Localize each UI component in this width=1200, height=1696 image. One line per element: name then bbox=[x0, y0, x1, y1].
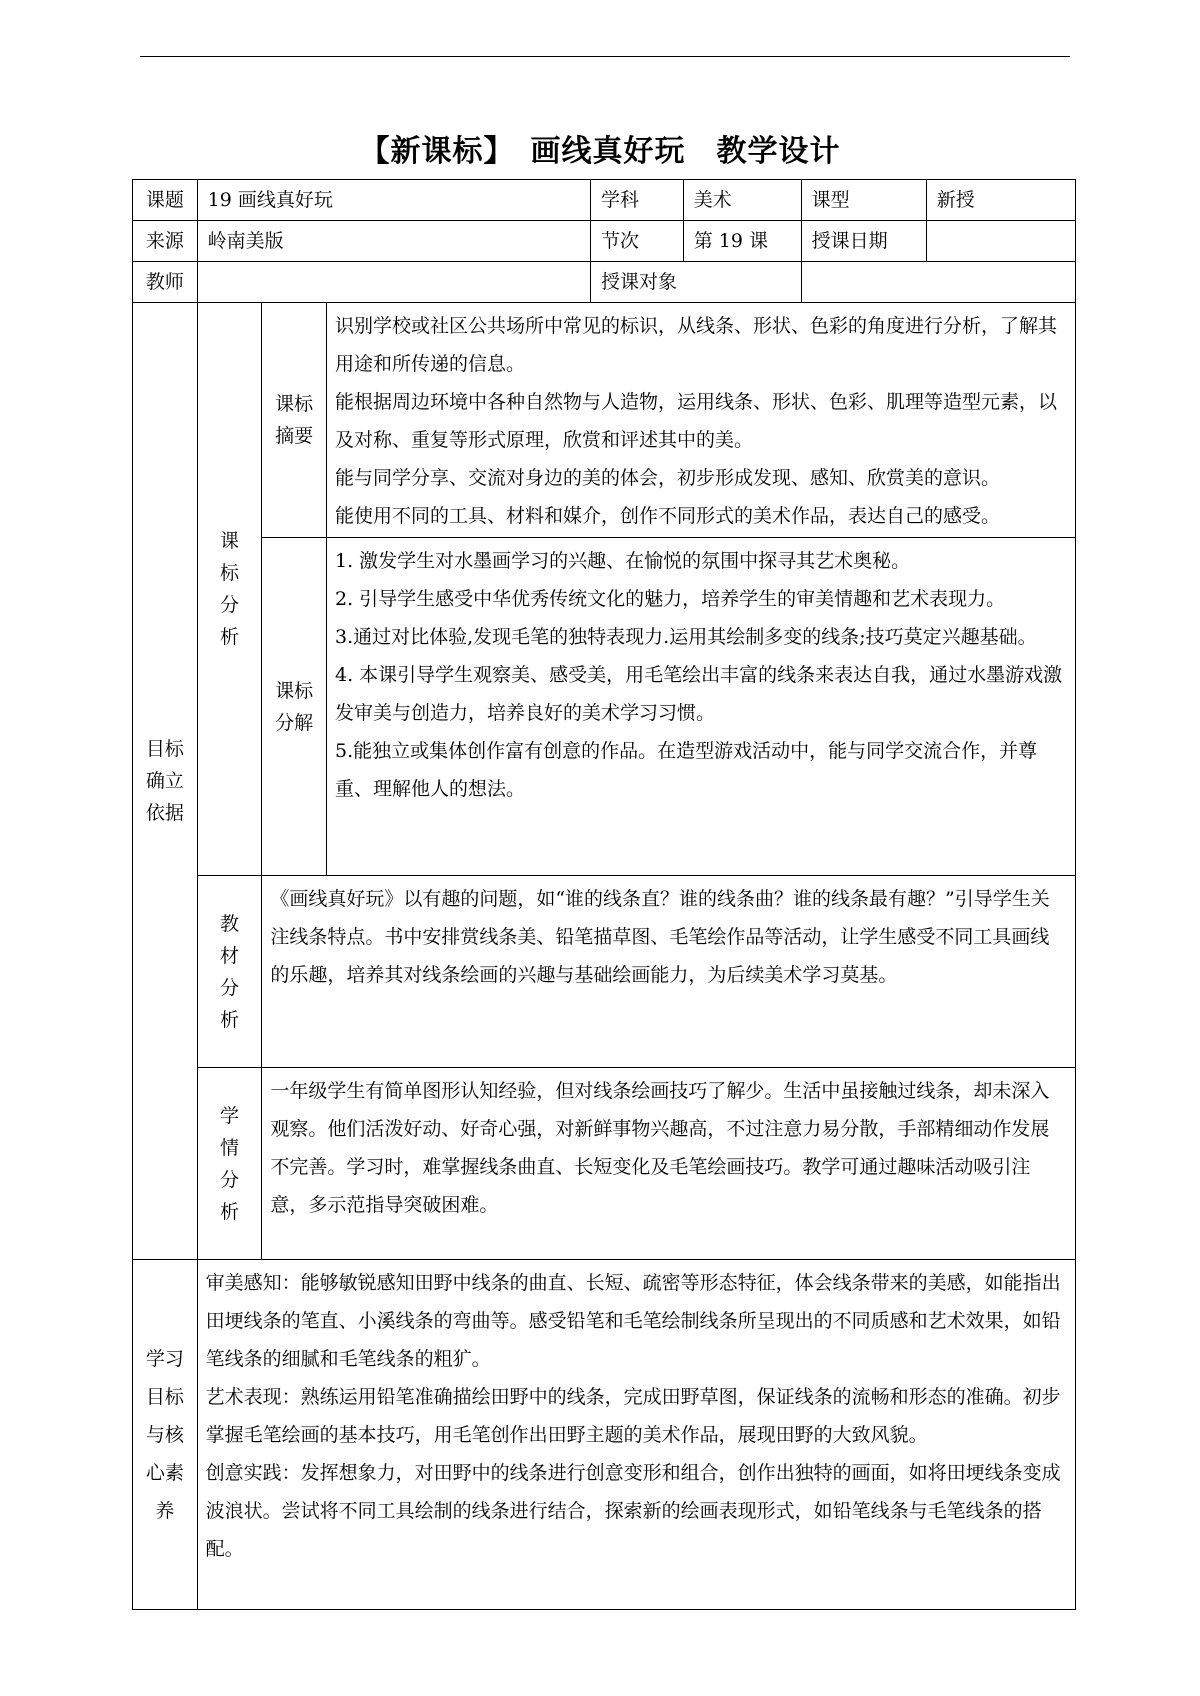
audience-value bbox=[801, 262, 1075, 303]
goals-text: 审美感知：能够敏锐感知田野中线条的曲直、长短、疏密等形态特征，体会线条带来的美感，如能指出田埂线条的笔直、小溪线条的弯曲等。感受铅笔和毛笔绘制线条所呈现出的不同质感和艺术效果，如铅笔线条的细腻和毛笔线条的粗犷。 艺术表现：熟练运用铅笔准确描绘田野中的线条，完成田野草图，保证线条的流畅和形态的准确。初步掌握毛笔绘画的基本技巧，用毛笔创作出田野主题的美术作品，展现田野的大致风貌。 创意实践：发挥想象力，对田野中的线条进行创意变形和组合，创作出独特的画面，如将田埂线条变成波浪状。尝试将不同工具绘制的线条进行结合，探索新的绘画表现形式，如铅笔线条与毛笔线条的搭配。 bbox=[197, 1260, 1075, 1610]
date-value bbox=[926, 221, 1075, 262]
type-label: 课型 bbox=[801, 180, 926, 221]
date-label: 授课日期 bbox=[801, 221, 926, 262]
breakdown-text: 1. 激发学生对水墨画学习的兴趣、在愉悦的氛围中探寻其艺术奥秘。 2. 引导学生感受中华优秀传统文化的魅力，培养学生的审美情趣和艺术表现力。 3.通过对比体验,发现毛笔的独特表现力.运用其绘制多变的线条;技巧莫定兴趣基础。 4. 本课引导学生观察美、感受美，用毛笔绘出丰富的线条来表达自我，通过水墨游戏激发审美与创造力，培养良好的美术学习习惯。 5.能独立或集体创作富有创意的作品。在造型游戏活动中，能与同学交流合作，并尊重、理解他人的想法。 bbox=[327, 538, 1076, 876]
subject-label: 学科 bbox=[590, 180, 683, 221]
summary-text: 识别学校或社区公共场所中常见的标识，从线条、形状、色彩的角度进行分析，了解其用途和所传递的信息。 能根据周边环境中各种自然物与人造物，运用线条、形状、色彩、肌理等造型元素，以及对称、重复等形式原理，欣赏和评述其中的美。 能与同学分享、交流对身边的美的体会，初步形成发现、感知、欣赏美的意识。 能使用不同的工具、材料和媒介，创作不同形式的美术作品，表达自己的感受。 bbox=[327, 303, 1076, 538]
type-value: 新授 bbox=[926, 180, 1075, 221]
textbook-analysis-text: 《画线真好玩》以有趣的问题，如“谁的线条直？谁的线条曲？谁的线条最有趣？”引导学生关注线条特点。书中安排赏线条美、铅笔描草图、毛笔绘作品等活动，让学生感受不同工具画线的乐趣，培养其对线条绘画的兴趣与基础绘画能力，为后续美术学习莫基。 bbox=[262, 876, 1076, 1068]
row-goals bbox=[133, 1260, 1076, 1610]
textbook-analysis-label: 教 材 分 析 bbox=[197, 876, 262, 1068]
course-value: 19 画线真好玩 bbox=[197, 180, 590, 221]
lesson-plan-table bbox=[132, 179, 1076, 1610]
row-standard-summary bbox=[133, 303, 1076, 538]
subject-value: 美术 bbox=[683, 180, 801, 221]
breakdown-label: 课标 分解 bbox=[262, 538, 327, 876]
row-learner-analysis bbox=[133, 1068, 1076, 1260]
source-value: 岭南美版 bbox=[197, 221, 590, 262]
row-course bbox=[133, 180, 1076, 221]
teacher-value bbox=[197, 262, 590, 303]
goals-label: 学习 目标 与核 心素 养 bbox=[133, 1260, 198, 1610]
document-title: 【新课标】 画线真好玩 教学设计 bbox=[359, 134, 841, 169]
teacher-label: 教师 bbox=[133, 262, 198, 303]
standard-analysis-label: 课 标 分 析 bbox=[197, 303, 262, 876]
header-rule bbox=[140, 56, 1070, 57]
course-label: 课题 bbox=[133, 180, 198, 221]
row-standard-breakdown bbox=[133, 538, 1076, 876]
basis-label: 目标 确立 依据 bbox=[133, 303, 198, 1260]
source-label: 来源 bbox=[133, 221, 198, 262]
summary-label: 课标 摘要 bbox=[262, 303, 327, 538]
lesson-number-value: 第 19 课 bbox=[683, 221, 801, 262]
row-teacher bbox=[133, 262, 1076, 303]
row-textbook-analysis bbox=[133, 876, 1076, 1068]
lesson-number-label: 节次 bbox=[590, 221, 683, 262]
learner-analysis-label: 学 情 分 析 bbox=[197, 1068, 262, 1260]
audience-label: 授课对象 bbox=[590, 262, 801, 303]
row-source bbox=[133, 221, 1076, 262]
learner-analysis-text: 一年级学生有简单图形认知经验，但对线条绘画技巧了解少。生活中虽接触过线条，却未深入观察。他们活泼好动、好奇心强，对新鲜事物兴趣高，不过注意力易分散，手部精细动作发展不完善。学习时，难掌握线条曲直、长短变化及毛笔绘画技巧。教学可通过趣味活动吸引注意，多示范指导突破困难。 bbox=[262, 1068, 1076, 1260]
